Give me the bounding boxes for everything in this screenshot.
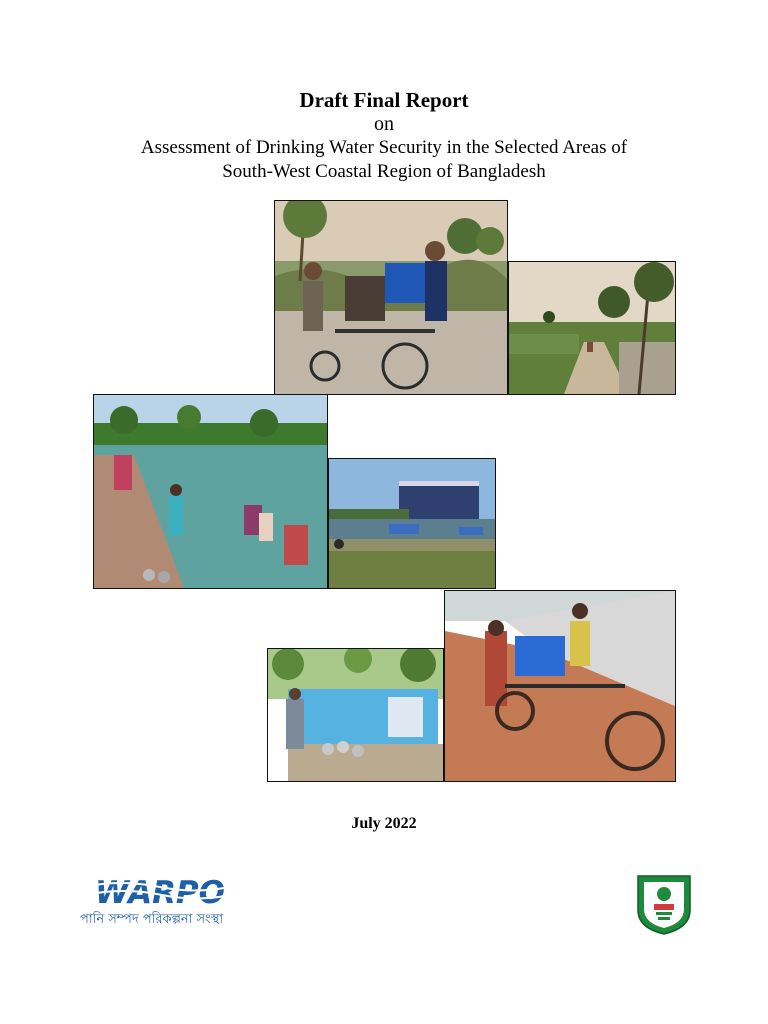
photo-man-cycle-van [274,200,508,395]
report-subtitle-line2: South-West Coastal Region of Bangladesh [222,161,546,182]
warpo-wordmark: WARPO [94,875,226,911]
photo-pond-women [93,394,328,589]
institute-seal-logo [636,872,692,936]
photo-building-lake [328,458,496,589]
photo-water-tank-station [267,648,444,782]
photo-village-road [508,261,676,395]
warpo-bengali-name: পানি সম্পদ পরিকল্পনা সংস্থা [80,912,224,927]
report-date: July 2022 [351,815,417,832]
report-title: Draft Final Report [299,88,469,112]
report-on: on [374,113,394,135]
report-subtitle-line1: Assessment of Drinking Water Security in the Selected Areas of [140,137,628,158]
warpo-logo [80,875,242,927]
photo-van-water-jars [444,590,676,782]
